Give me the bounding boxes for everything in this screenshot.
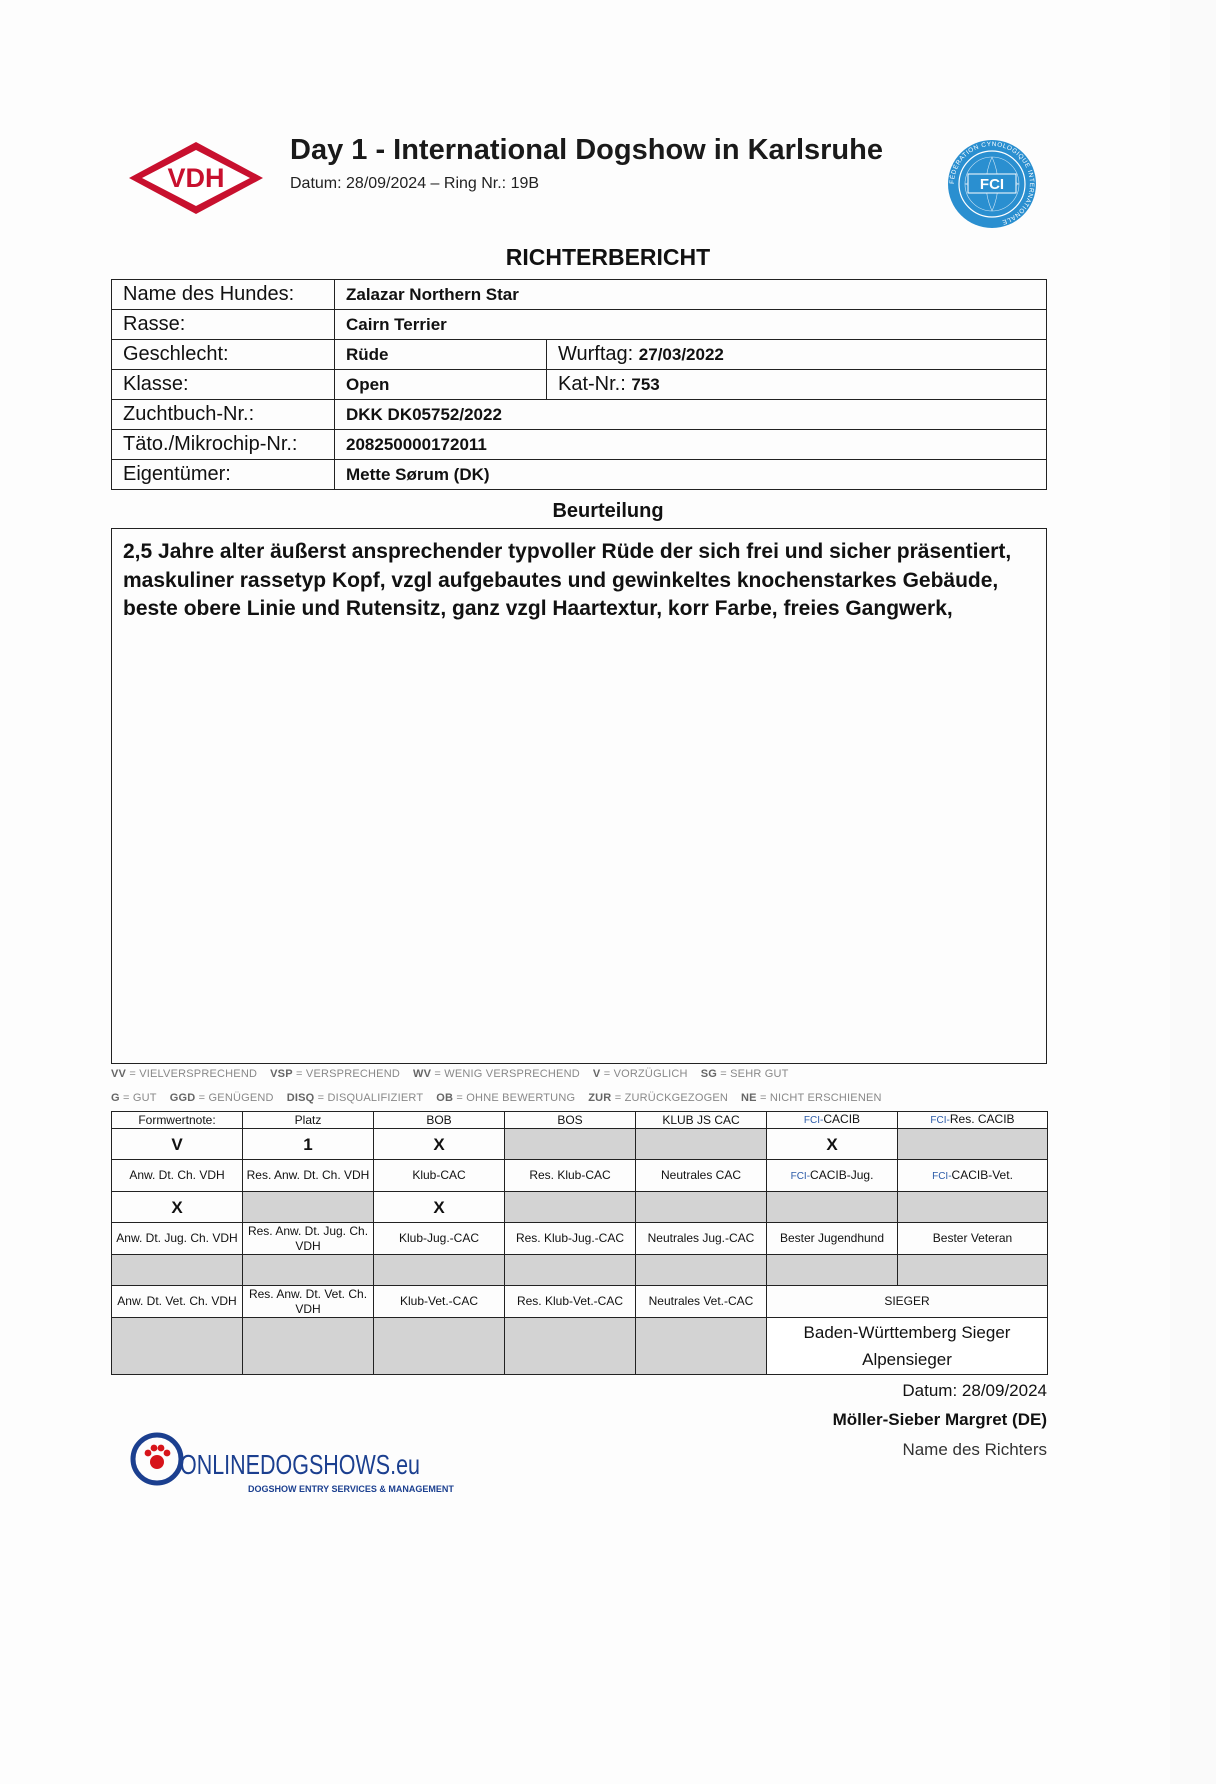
- legend-item: NE = NICHT ERSCHIENEN: [741, 1092, 882, 1104]
- legend-item: OB = OHNE BEWERTUNG: [436, 1092, 576, 1104]
- onlinedogshows-logo: [130, 1432, 454, 1502]
- label-res-anw-dt-vet-ch: Res. Anw. Dt. Vet. Ch. VDH: [243, 1286, 374, 1318]
- label-anw-dt-jug-ch: Anw. Dt. Jug. Ch. VDH: [112, 1223, 243, 1255]
- mark-empty: [505, 1255, 636, 1286]
- grid-row-marks-1: [112, 1129, 1048, 1160]
- grade-legend-line-1: [111, 1068, 802, 1080]
- label-bester-jugendhund: Bester Jugendhund: [767, 1223, 898, 1255]
- grid-row-marks-2: [112, 1192, 1048, 1223]
- label-neutrales-jug-cac: Neutrales Jug.-CAC: [636, 1223, 767, 1255]
- label-klub-jug-cac: Klub-Jug.-CAC: [374, 1223, 505, 1255]
- label-cacib-vet: FCI-CACIB-Vet.: [898, 1160, 1048, 1192]
- label-bester-veteran: Bester Veteran: [898, 1223, 1048, 1255]
- label-neutrales-vet-cac: Neutrales Vet.-CAC: [636, 1286, 767, 1318]
- mark-res-cacib: [898, 1129, 1048, 1160]
- label-klub-vet-cac: Klub-Vet.-CAC: [374, 1286, 505, 1318]
- mark-empty: [636, 1318, 767, 1375]
- header-bob: BOB: [374, 1112, 505, 1129]
- label-res-klub-vet-cac: Res. Klub-Vet.-CAC: [505, 1286, 636, 1318]
- label-birthdate: Wurftag:: [558, 343, 634, 365]
- results-grid: [111, 1111, 1048, 1375]
- mark-neutrales-cac: [636, 1192, 767, 1223]
- mark-cacib: X: [767, 1129, 898, 1160]
- mark-empty: [374, 1255, 505, 1286]
- mark-empty: [767, 1255, 898, 1286]
- catalog-number-cell: [547, 370, 1047, 400]
- assessment-box: [111, 528, 1047, 1064]
- value-catalog-number: 753: [631, 375, 660, 394]
- mark-empty: [898, 1255, 1048, 1286]
- value-class: Open: [335, 370, 547, 400]
- mark-bob: X: [374, 1129, 505, 1160]
- mark-empty: [243, 1255, 374, 1286]
- mark-res-klub-cac: [505, 1192, 636, 1223]
- fci-prefix: FCI-: [930, 1115, 950, 1126]
- legend-item: SG = SEHR GUT: [700, 1068, 789, 1080]
- grid-row-marks-4: [112, 1318, 1048, 1375]
- mark-grade: V: [112, 1129, 243, 1160]
- info-row-studbook: [112, 400, 1047, 430]
- legend-item: WV = WENIG VERSPRECHEND: [413, 1068, 580, 1080]
- label-sieger: SIEGER: [767, 1286, 1048, 1318]
- legend-item: G = GUT: [111, 1092, 157, 1104]
- value-studbook: DKK DK05752/2022: [335, 400, 1047, 430]
- legend-item: GGD = GENÜGEND: [169, 1092, 274, 1104]
- fci-logo: [946, 138, 1038, 230]
- legend-item: VSP = VERSPRECHEND: [270, 1068, 400, 1080]
- label-klub-cac: Klub-CAC: [374, 1160, 505, 1192]
- mark-empty: [636, 1255, 767, 1286]
- header-cacib: FCI-CACIB: [767, 1112, 898, 1129]
- mark-klub-cac: X: [374, 1192, 505, 1223]
- mark-placement: 1: [243, 1129, 374, 1160]
- grid-row-labels-2: [112, 1160, 1048, 1192]
- label-microchip: Täto./Mikrochip-Nr.:: [112, 430, 335, 460]
- assessment-text: 2,5 Jahre alter äußerst ansprechender typvoller Rüde der sich frei und sicher präsentiert, maskuliner rassetyp Kopf, vzgl aufgebautes und gewinkeltes knochenstarkes Gebäude, beste obere Linie und Rutensitz, ganz vzgl Haartextur, korr Farbe, freies Gangwerk,: [123, 540, 1012, 620]
- label-res-klub-jug-cac: Res. Klub-Jug.-CAC: [505, 1223, 636, 1255]
- mark-empty: [243, 1318, 374, 1375]
- sieger-titles: [767, 1318, 1048, 1375]
- mark-cacib-vet: [898, 1192, 1048, 1223]
- report-title: RICHTERBERICHT: [505, 244, 711, 270]
- label-res-anw-dt-ch: Res. Anw. Dt. Ch. VDH: [243, 1160, 374, 1192]
- header-grade: Formwertnote:: [112, 1112, 243, 1129]
- mark-empty: [505, 1318, 636, 1375]
- info-row-name: [112, 280, 1047, 310]
- grid-row-marks-3: [112, 1255, 1048, 1286]
- label-cacib-jug: FCI-CACIB-Jug.: [767, 1160, 898, 1192]
- mark-bos: [505, 1129, 636, 1160]
- label-anw-dt-ch: Anw. Dt. Ch. VDH: [112, 1160, 243, 1192]
- info-row-sex: [112, 340, 1047, 370]
- label-res-klub-cac: Res. Klub-CAC: [505, 1160, 636, 1192]
- judge-name: Möller-Sieber Margret (DE): [832, 1410, 1047, 1429]
- value-sex: Rüde: [335, 340, 547, 370]
- info-row-class: [112, 370, 1047, 400]
- header-bos: BOS: [505, 1112, 636, 1129]
- report-date: Datum: 28/09/2024: [902, 1381, 1047, 1400]
- judge-name-label: Name des Richters: [902, 1440, 1047, 1459]
- sieger-title-2: Alpensieger: [862, 1350, 952, 1369]
- label-class: Klasse:: [112, 370, 335, 400]
- mark-klub-js-cac: [636, 1129, 767, 1160]
- label-res-anw-dt-jug-ch: Res. Anw. Dt. Jug. Ch. VDH: [243, 1223, 374, 1255]
- label-catalog-number: Kat-Nr.:: [558, 373, 626, 395]
- value-owner: Mette Sørum (DK): [335, 460, 1047, 490]
- dog-info-table: [111, 279, 1047, 490]
- legend-item: V = VORZÜGLICH: [592, 1068, 688, 1080]
- show-date-ring: Datum: 28/09/2024 – Ring Nr.: 19B: [290, 175, 540, 192]
- grid-row-labels-3: [112, 1223, 1048, 1255]
- info-row-breed: [112, 310, 1047, 340]
- page-title: Day 1 - International Dogshow in Karlsruhe: [290, 134, 883, 166]
- mark-res-anw-dt-ch: [243, 1192, 374, 1223]
- label-anw-dt-vet-ch: Anw. Dt. Vet. Ch. VDH: [112, 1286, 243, 1318]
- value-dog-name: Zalazar Northern Star: [335, 280, 1047, 310]
- header-placement: Platz: [243, 1112, 374, 1129]
- fci-ring-text: FÉDÉRATION CYNOLOGIQUE INTERNATIONALE: [948, 140, 1036, 226]
- info-row-owner: [112, 460, 1047, 490]
- label-dog-name: Name des Hundes:: [112, 280, 335, 310]
- mark-anw-dt-ch: X: [112, 1192, 243, 1223]
- mark-empty: [112, 1318, 243, 1375]
- logo-tagline: DOGSHOW ENTRY SERVICES & MANAGEMENT: [248, 1484, 454, 1494]
- label-owner: Eigentümer:: [112, 460, 335, 490]
- logo-wordmark: ONLINEDOGSHOWS.eu: [180, 1449, 420, 1480]
- label-sex: Geschlecht:: [112, 340, 335, 370]
- legend-item: VV = VIELVERSPRECHEND: [111, 1068, 258, 1080]
- fci-logo-text: FCI: [979, 176, 1005, 193]
- value-breed: Cairn Terrier: [335, 310, 1047, 340]
- grid-header-row: [112, 1112, 1048, 1129]
- label-studbook: Zuchtbuch-Nr.:: [112, 400, 335, 430]
- mark-empty: [112, 1255, 243, 1286]
- sieger-title-1: Baden-Württemberg Sieger: [803, 1323, 1011, 1342]
- grid-row-labels-4: [112, 1286, 1048, 1318]
- mark-empty: [374, 1318, 505, 1375]
- birthdate-cell: [547, 340, 1047, 370]
- grade-legend-line-2: [111, 1092, 895, 1104]
- vdh-logo: [126, 140, 266, 216]
- label-breed: Rasse:: [112, 310, 335, 340]
- fci-prefix: FCI-: [803, 1115, 824, 1126]
- info-row-chip: [112, 430, 1047, 460]
- assessment-title: Beurteilung: [552, 500, 664, 522]
- vdh-logo-text: VDH: [167, 163, 225, 193]
- value-microchip: 208250000172011: [335, 430, 1047, 460]
- header-res-cacib: FCI-Res. CACIB: [898, 1112, 1048, 1129]
- label-neutrales-cac: Neutrales CAC: [636, 1160, 767, 1192]
- value-birthdate: 27/03/2022: [638, 345, 724, 364]
- legend-item: DISQ = DISQUALIFIZIERT: [286, 1092, 424, 1104]
- legend-item: ZUR = ZURÜCKGEZOGEN: [588, 1092, 729, 1104]
- mark-cacib-jug: [767, 1192, 898, 1223]
- header-klub-js-cac: KLUB JS CAC: [636, 1112, 767, 1129]
